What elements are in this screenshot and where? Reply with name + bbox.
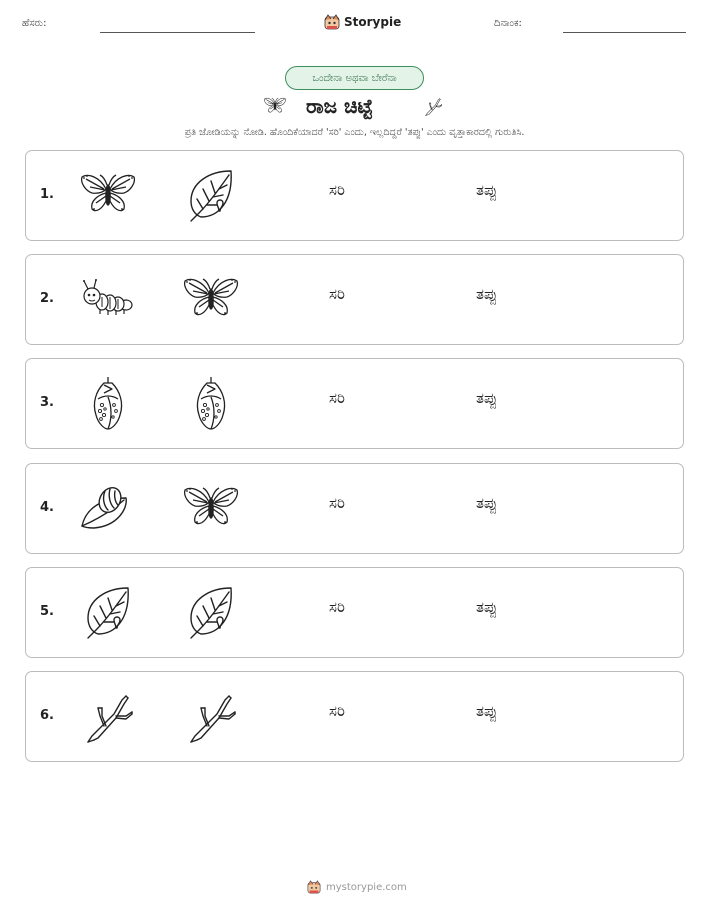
name-line[interactable]: [100, 32, 255, 33]
caterpillar-icon: [78, 269, 138, 329]
twig-icon: [78, 686, 138, 746]
question-number: 5.: [40, 604, 54, 619]
option-true[interactable]: ಸರಿ: [329, 598, 345, 616]
option-false[interactable]: ತಪ್ಪು: [476, 598, 498, 616]
storypie-mascot-icon: [324, 14, 340, 30]
name-label: ಹೆಸರು:: [22, 18, 47, 29]
twig-icon: [422, 94, 444, 118]
question-number: 4.: [40, 500, 54, 515]
leaf-icon: [78, 582, 138, 642]
question-number: 1.: [40, 187, 54, 202]
butterfly-icon: [181, 478, 241, 538]
question-number: 2.: [40, 291, 54, 306]
option-true[interactable]: ಸರಿ: [329, 285, 345, 303]
option-true[interactable]: ಸರಿ: [329, 702, 345, 720]
butterfly-icon: [181, 269, 241, 329]
question-number: 3.: [40, 395, 54, 410]
footer-url[interactable]: mystorypie.com: [326, 881, 407, 893]
option-true[interactable]: ಸರಿ: [329, 494, 345, 512]
page-title: ರಾಜ ಚಿಟ್ಟೆ: [306, 94, 373, 118]
date-line[interactable]: [563, 32, 686, 33]
leaf-icon: [181, 165, 241, 225]
egg-on-leaf-icon: [78, 478, 138, 538]
option-true[interactable]: ಸರಿ: [329, 181, 345, 199]
option-false[interactable]: ತಪ್ಪು: [476, 285, 498, 303]
option-true[interactable]: ಸರಿ: [329, 389, 345, 407]
footer: [307, 880, 407, 894]
butterfly-icon: [78, 165, 138, 225]
question-card-1: [25, 150, 684, 241]
question-card-6: [25, 671, 684, 762]
option-false[interactable]: ತಪ್ಪು: [476, 389, 498, 407]
question-card-2: [25, 254, 684, 345]
chrysalis-icon: [78, 373, 138, 433]
butterfly-icon: [261, 94, 289, 118]
title-row: [0, 92, 709, 120]
worksheet-type-badge: ಒಂದೇನಾ ಅಥವಾ ಬೇರೆನಾ: [285, 66, 424, 90]
instructions: ಪ್ರತಿ ಜೋಡಿಯನ್ನು ನೋಡಿ. ಹೊಂದಿಕೆಯಾದರೆ 'ಸರಿ' ಎಂದು, ಇಲ್ಲದಿದ್ದರೆ 'ತಪ್ಪು' ಎಂದು ವೃತ್ತಾಕಾರದಲ್ಲಿ ಗುರುತಿಸಿ.: [184, 127, 525, 138]
leaf-icon: [181, 582, 241, 642]
brand-name: Storypie: [344, 15, 402, 29]
question-card-4: [25, 463, 684, 554]
option-false[interactable]: ತಪ್ಪು: [476, 494, 498, 512]
question-card-5: [25, 567, 684, 658]
brand-logo: [324, 14, 401, 30]
date-label: ದಿನಾಂಕ:: [494, 18, 522, 29]
question-number: 6.: [40, 708, 54, 723]
storypie-mascot-icon: [307, 880, 321, 894]
chrysalis-icon: [181, 373, 241, 433]
question-card-3: [25, 358, 684, 449]
twig-icon: [181, 686, 241, 746]
option-false[interactable]: ತಪ್ಪು: [476, 181, 498, 199]
option-false[interactable]: ತಪ್ಪು: [476, 702, 498, 720]
